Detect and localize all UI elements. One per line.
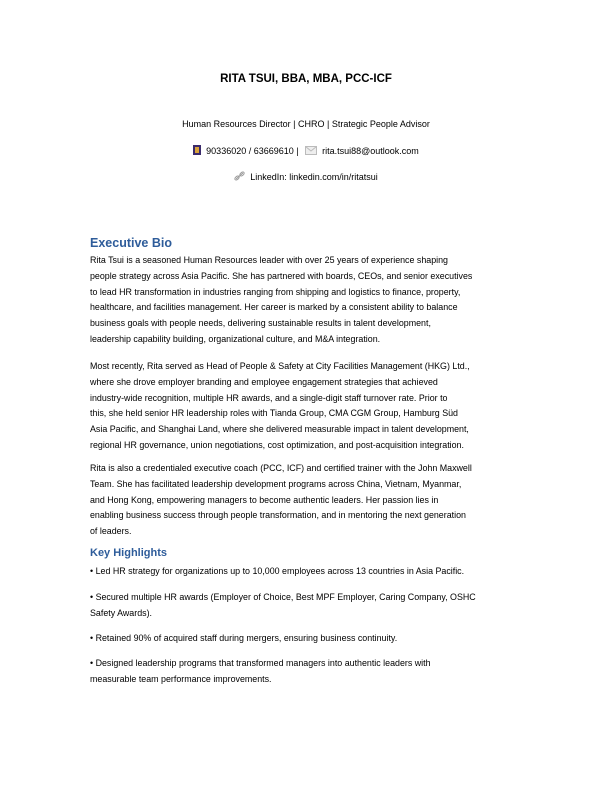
- linkedin-link[interactable]: LinkedIn: linkedin.com/in/ritatsui: [250, 172, 378, 182]
- text-line: enabling business success through people transformation, and in mentoring the next generation: [90, 510, 466, 521]
- envelope-icon: [305, 146, 317, 158]
- text-line: • Retained 90% of acquired staff during mergers, ensuring business continuity.: [90, 633, 398, 643]
- text-line: Team. She has facilitated leadership development programs across China, Vietnam, Myanmar,: [90, 478, 462, 489]
- executive-bio-heading: Executive Bio: [90, 236, 172, 250]
- bio-paragraph-1: [90, 253, 472, 348]
- key-highlights-heading: Key Highlights: [90, 547, 168, 559]
- text-line: measurable team performance improvements.: [90, 673, 272, 684]
- text-line: of leaders.: [90, 526, 132, 537]
- text-line: and Hong Kong, empowering managers to become authentic leaders. Her passion lies in: [90, 494, 439, 505]
- highlight-item: [90, 631, 397, 647]
- phone-icon: [193, 145, 201, 158]
- phone-numbers: 90336020 / 63669610 |: [206, 146, 299, 156]
- text-line: where she drove employer branding and employee engagement strategies that achieved: [90, 376, 438, 387]
- text-line: healthcare, and facilities management. Her career is marked by a consistent ability to balance: [90, 302, 458, 313]
- email-link[interactable]: rita.tsui88@outlook.com: [322, 146, 419, 156]
- highlight-item: [90, 564, 464, 580]
- text-line: • Designed leadership programs that transformed managers into authentic leaders with: [90, 658, 431, 668]
- text-line: Rita Tsui is a seasoned Human Resources leader with over 25 years of experience shaping: [90, 255, 448, 265]
- contact-line: [0, 145, 612, 158]
- text-line: • Secured multiple HR awards (Employer of Choice, Best MPF Employer, Caring Company, OSHC: [90, 592, 476, 602]
- bio-paragraph-3: [90, 461, 472, 540]
- text-line: leadership capability building, organizational culture, and M&A integration.: [90, 333, 381, 344]
- linkedin-line: [0, 171, 612, 184]
- text-line: Rita is also a credentialed executive coach (PCC, ICF) and certified trainer with the John Maxwell: [90, 463, 472, 473]
- text-line: Most recently, Rita served as Head of People & Safety at City Facilities Management (HKG) Ltd.,: [90, 361, 470, 371]
- text-line: people strategy across Asia Pacific. She has partnered with boards, CEOs, and senior executives: [90, 270, 473, 281]
- tagline: Human Resources Director | CHRO | Strategic People Advisor: [182, 119, 430, 129]
- link-icon: [234, 171, 245, 184]
- text-line: Safety Awards).: [90, 607, 152, 618]
- highlight-item: [90, 656, 431, 688]
- text-line: this, she held senior HR leadership roles with Tianda Group, CMA CGM Group, Hamburg Süd: [90, 408, 458, 419]
- text-line: • Led HR strategy for organizations up to 10,000 employees across 13 countries in Asia Pacific.: [90, 566, 465, 576]
- bio-paragraph-2: [90, 359, 470, 454]
- text-line: Asia Pacific, and Shanghai Land, where she delivered measurable impact in talent development,: [90, 424, 469, 435]
- text-line: industry-wide recognition, multiple HR awards, and a single-digit staff turnover rate. Prior to: [90, 392, 448, 403]
- text-line: business goals with people needs, delivering sustainable results in talent development,: [90, 318, 431, 329]
- text-line: regional HR governance, union negotiations, cost optimization, and post-acquisition integration.: [90, 439, 464, 450]
- highlight-item: [90, 590, 476, 622]
- text-line: to lead HR transformation in industries ranging from shipping and logistics to finance, property,: [90, 286, 461, 297]
- candidate-name: RITA TSUI, BBA, MBA, PCC-ICF: [220, 73, 392, 85]
